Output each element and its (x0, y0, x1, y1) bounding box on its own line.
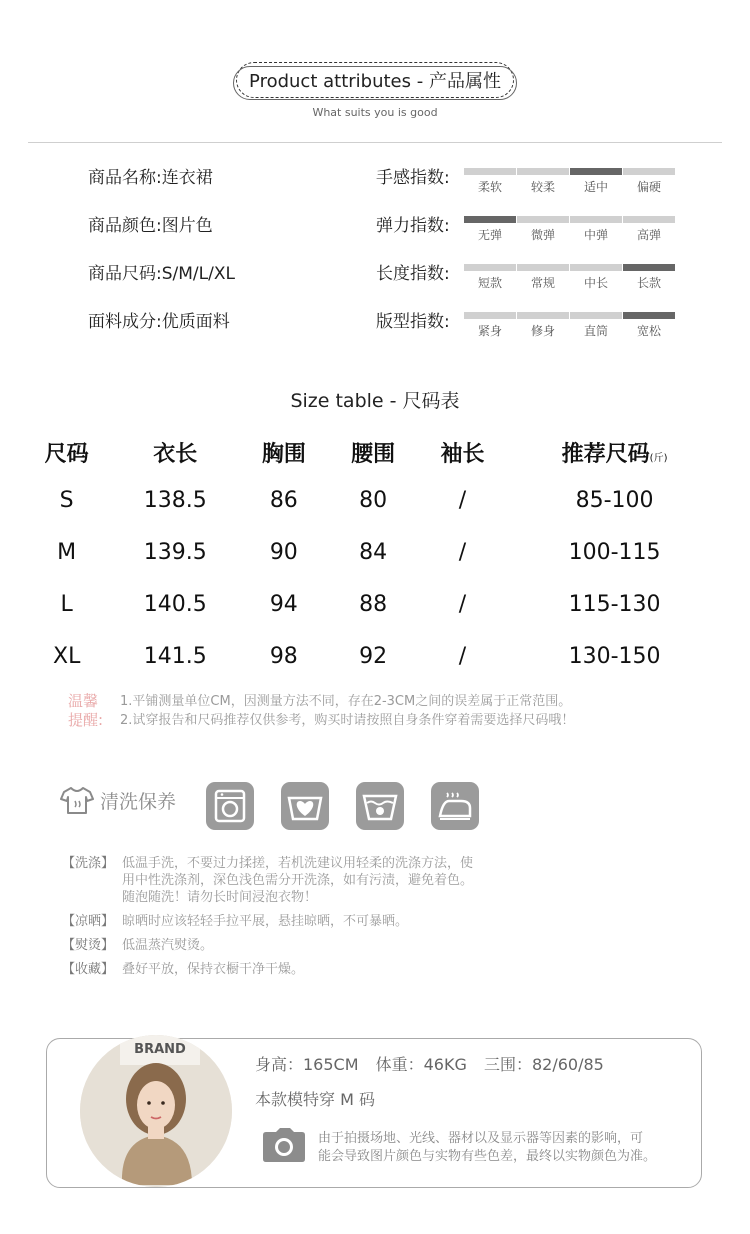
scale-option: 紧身 (464, 312, 516, 358)
fit-index-label: 版型指数: (376, 312, 450, 332)
scale-option: 直筒 (570, 312, 622, 358)
tips-text: 1.平铺测量单位CM，因测量方法不同，存在2-3CM之间的误差属于正常范围。 2.试穿报告和尺码推荐仅供参考，购买时请按照自身条件穿着需要选择尺码哦！ (120, 694, 575, 728)
attribute-fabric: 面料成分:优质面料 (88, 312, 230, 332)
table-row: L 140.5 94 88 / 115-130 (60, 591, 661, 617)
scale-option: 微弹 (517, 216, 569, 262)
header-waist: 腰围 (351, 441, 396, 467)
model-size-worn: 本款模特穿 M 码 (255, 1090, 375, 1109)
model-weight: 体重：46KG (375, 1055, 467, 1074)
fit-index (376, 310, 676, 358)
unit-label: (斤) (649, 452, 668, 464)
index-scales (376, 166, 676, 358)
care-title: 清洗保养 (100, 790, 177, 813)
washing-machine-icon (206, 782, 254, 830)
header-recommended: 推荐尺码(斤) (561, 441, 668, 467)
size-table-title: Size table - 尺码表 (290, 390, 460, 412)
scale-option: 较柔 (517, 168, 569, 214)
camera-icon (262, 1128, 306, 1166)
hand-wash-icon (281, 782, 329, 830)
header (0, 62, 750, 119)
care-icons (206, 782, 506, 830)
tshirt-icon (60, 785, 94, 815)
model-bwh: 三围：82/60/85 (483, 1055, 604, 1074)
scale-option-selected: 长款 (623, 264, 675, 310)
size-tips (68, 692, 574, 730)
table-row: S 138.5 86 80 / 85-100 (59, 487, 654, 513)
attribute-color: 商品颜色:图片色 (88, 216, 213, 236)
scale-option-selected: 无弹 (464, 216, 516, 262)
scale-option: 柔软 (464, 168, 516, 214)
attribute-name: 商品名称:连衣裙 (88, 168, 213, 188)
care-instructions (62, 855, 522, 985)
attribute-list (88, 166, 235, 358)
tips-label: 温馨 提醒: (68, 692, 104, 729)
svg-text:BRAND: BRAND (134, 1042, 186, 1057)
model-photo (80, 1035, 232, 1187)
attribute-size: 商品尺码:S/M/L/XL (88, 264, 235, 284)
feel-index (376, 166, 676, 214)
care-item-ironing: 【熨烫】 低温蒸汽熨烫。 (62, 938, 214, 953)
table-row: M 139.5 90 84 / 100-115 (57, 539, 661, 565)
scale-option-selected: 适中 (570, 168, 622, 214)
iron-icon (431, 782, 479, 830)
length-index-label: 长度指数: (376, 264, 450, 284)
care-item-washing: 【洗涤】 低温手洗，不要过力揉搓，若机洗建议用轻柔的洗涤方法，使 用中性洗涤剂，深色浅色需分开洗涤，如有污渍，避免着色。 随泡随洗！请勿长时间浸泡衣物！ (62, 856, 474, 905)
header-length: 衣长 (153, 441, 198, 467)
length-index (376, 262, 676, 310)
care-item-storage: 【收藏】 叠好平放，保持衣橱干净干燥。 (62, 962, 305, 977)
header-subtitle: What suits you is good (312, 106, 438, 119)
divider (28, 142, 722, 143)
header-bust: 胸围 (261, 441, 306, 467)
feel-index-label: 手感指数: (376, 168, 450, 188)
model-measurements (255, 1052, 616, 1075)
scale-option-selected: 宽松 (623, 312, 675, 358)
elasticity-index-label: 弹力指数: (376, 216, 450, 236)
wash-basin-icon (356, 782, 404, 830)
care-heading (60, 785, 176, 815)
scale-option: 偏硬 (623, 168, 675, 214)
elasticity-index (376, 214, 676, 262)
scale-option: 中长 (570, 264, 622, 310)
scale-option: 修身 (517, 312, 569, 358)
scale-option: 常规 (517, 264, 569, 310)
scale-option: 高弹 (623, 216, 675, 262)
header-title: Product attributes - 产品属性 (236, 62, 514, 98)
model-height: 身高：165CM (255, 1055, 359, 1074)
care-item-drying: 【凉晒】 晾晒时应该轻轻手拉平展，悬挂晾晒，不可暴晒。 (62, 914, 409, 929)
header-sleeve: 袖长 (440, 441, 485, 467)
size-table-header (22, 430, 722, 474)
table-row: XL 141.5 98 92 / 130-150 (53, 643, 661, 669)
scale-option: 短款 (464, 264, 516, 310)
color-disclaimer: 由于拍摄场地、光线、器材以及显示器等因素的影响，可 能会导致图片颜色与实物有些色差，最终以实物颜色为准。 (318, 1131, 657, 1164)
size-table (22, 430, 722, 682)
scale-option: 中弹 (570, 216, 622, 262)
header-size: 尺码 (44, 441, 89, 467)
